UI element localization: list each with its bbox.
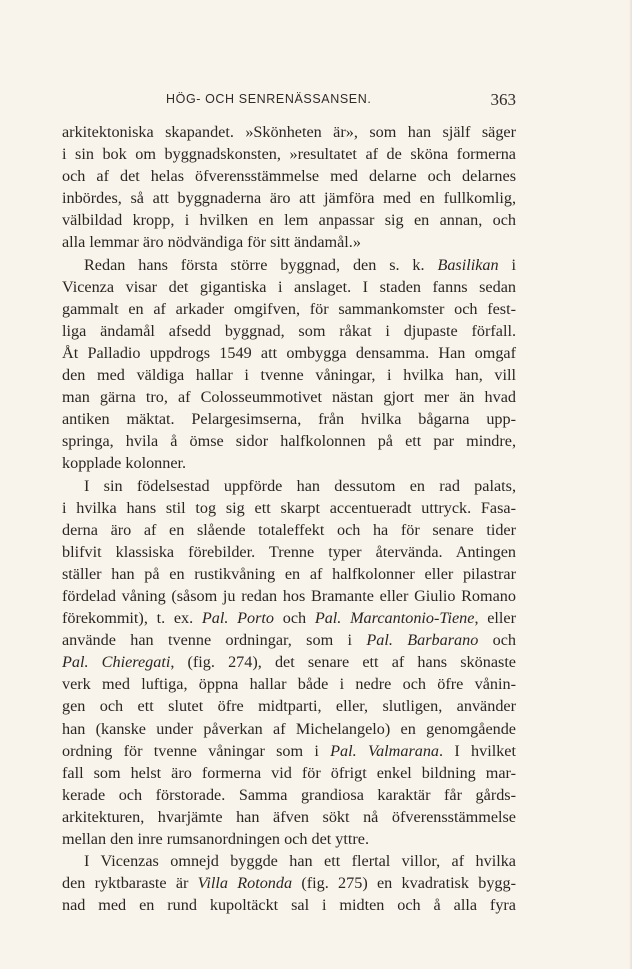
text-run: använde han tvenne ordningar, som i — [62, 631, 367, 650]
text-line: antiken mäktat. Pelargesimserna, från hvilka bågarna upp- — [62, 410, 516, 429]
text-line — [62, 254, 516, 276]
text-line: gammalt en af arkader omgifven, för sammankomster och fest- — [62, 299, 516, 318]
italic-term: Pal. Chieregati — [62, 653, 171, 672]
text-line: I sin födelsestad uppförde han dessutom en rad palats, — [84, 476, 516, 495]
text-line — [62, 740, 516, 762]
text-line: blifvit klassiska förebilder. Trenne typer återvända. Antingen — [62, 542, 516, 561]
text-line: gen och ett slutet öfre midtparti, eller, slutligen, använder — [62, 697, 516, 716]
text-run: den ryktbaraste är — [62, 874, 198, 893]
text-line: arkitektoniska skapandet. »Skönheten är», som han själf säger — [62, 123, 516, 141]
italic-term: Pal. Barbarano — [366, 631, 479, 650]
text-line: den med väldiga hallar i tvenne våningar, i hvilka han, vill — [62, 366, 516, 385]
text-line: springa, hvila å ömse sidor halfkolonnen på ett par mindre, — [62, 432, 516, 451]
text-line: verk med luftiga, öppna hallar både i nedre och öfre vånin- — [62, 675, 516, 694]
text-line: derna äro af en slående totaleffekt och ha för senare tider — [62, 520, 516, 539]
body-text — [62, 121, 516, 916]
text-line — [62, 629, 516, 651]
text-line: arkitekturen, hvarjämte han äfven sökt nå öfverensstämmelse — [62, 807, 516, 826]
italic-term: Villa Rotonda — [197, 874, 293, 893]
text-run: Redan hans första större byggnad, den s. k. — [84, 255, 438, 274]
text-run: i — [498, 255, 516, 274]
text-run: , eller — [474, 609, 516, 628]
italic-term: Pal. Valmarana — [330, 741, 440, 760]
page-number: 363 — [490, 90, 516, 109]
text-run: , (fig. 274), det senare ett af hans skönaste — [170, 653, 516, 672]
italic-term: Pal. Marcantonio-Tiene — [314, 609, 475, 628]
text-line: man gärna tro, af Colosseummotivet nästan gjort mer än hvad — [62, 388, 516, 407]
text-line: liga ändamål afsedd byggnad, som råkat i djupaste förfall. — [62, 321, 516, 340]
text-line: fall som helst äro formerna vid för öfrigt enkel bildning mar- — [62, 763, 516, 782]
running-head: HÖG- OCH SENRENÄSSANSEN. — [166, 92, 372, 106]
text-line: välbildad kropp, i hvilken en lem anpassar sig en annan, och — [62, 211, 516, 230]
text-run: och — [478, 631, 517, 650]
text-run: ordning för tvenne våningar som i — [62, 741, 331, 760]
text-line: I Vicenzas omnejd byggde han ett flertal villor, af hvilka — [84, 852, 516, 871]
text-line: ställer han på en rustikvåning en af halfkolonner eller pilastrar — [62, 564, 516, 583]
text-line: fördelad våning (såsom ju redan hos Bramante eller Giulio Romano — [62, 586, 516, 605]
text-line — [62, 651, 516, 673]
text-run: och — [274, 609, 315, 628]
italic-term: Pal. Porto — [201, 609, 275, 628]
text-line: nad med en rund kupoltäckt sal i midten och å alla fyra — [62, 896, 516, 915]
text-line: inbördes, så att byggnaderna äro att jämföra med en fullkomlig, — [62, 189, 516, 208]
italic-term: Basilikan — [437, 255, 499, 274]
text-line: han (kanske under påverkan af Michelangelo) en genomgående — [62, 719, 516, 738]
text-run: . I hvilket — [439, 741, 516, 760]
text-line: i sin bok om byggnadskonsten, »resultatet af de sköna formerna — [62, 145, 516, 164]
text-line: kopplade kolonner. — [62, 454, 187, 473]
text-line: och af det helas öfverensstämmelse med delarne och delarnes — [62, 167, 516, 186]
text-line: Vicenza visar det gigantiska i anslaget. I staden fanns sedan — [62, 277, 516, 296]
text-line — [62, 607, 516, 629]
text-line: alla lemmar äro nödvändiga för sitt ändamål.» — [62, 233, 361, 252]
text-line — [62, 872, 516, 894]
text-line: i hvilka hans stil tog sig ett skarpt accentueradt uttryck. Fasa- — [62, 498, 516, 517]
text-run: förekommit), t. ex. — [62, 609, 202, 628]
text-run: (fig. 275) en kvadratisk bygg- — [292, 874, 516, 893]
text-line: Åt Palladio uppdrogs 1549 att ombygga densamma. Han omgaf — [62, 343, 516, 362]
text-line: kerade och förstorade. Samma grandiosa karaktär får gårds- — [62, 785, 516, 804]
text-line: mellan den inre rumsanordningen och det yttre. — [62, 830, 370, 848]
page-header — [62, 92, 522, 114]
